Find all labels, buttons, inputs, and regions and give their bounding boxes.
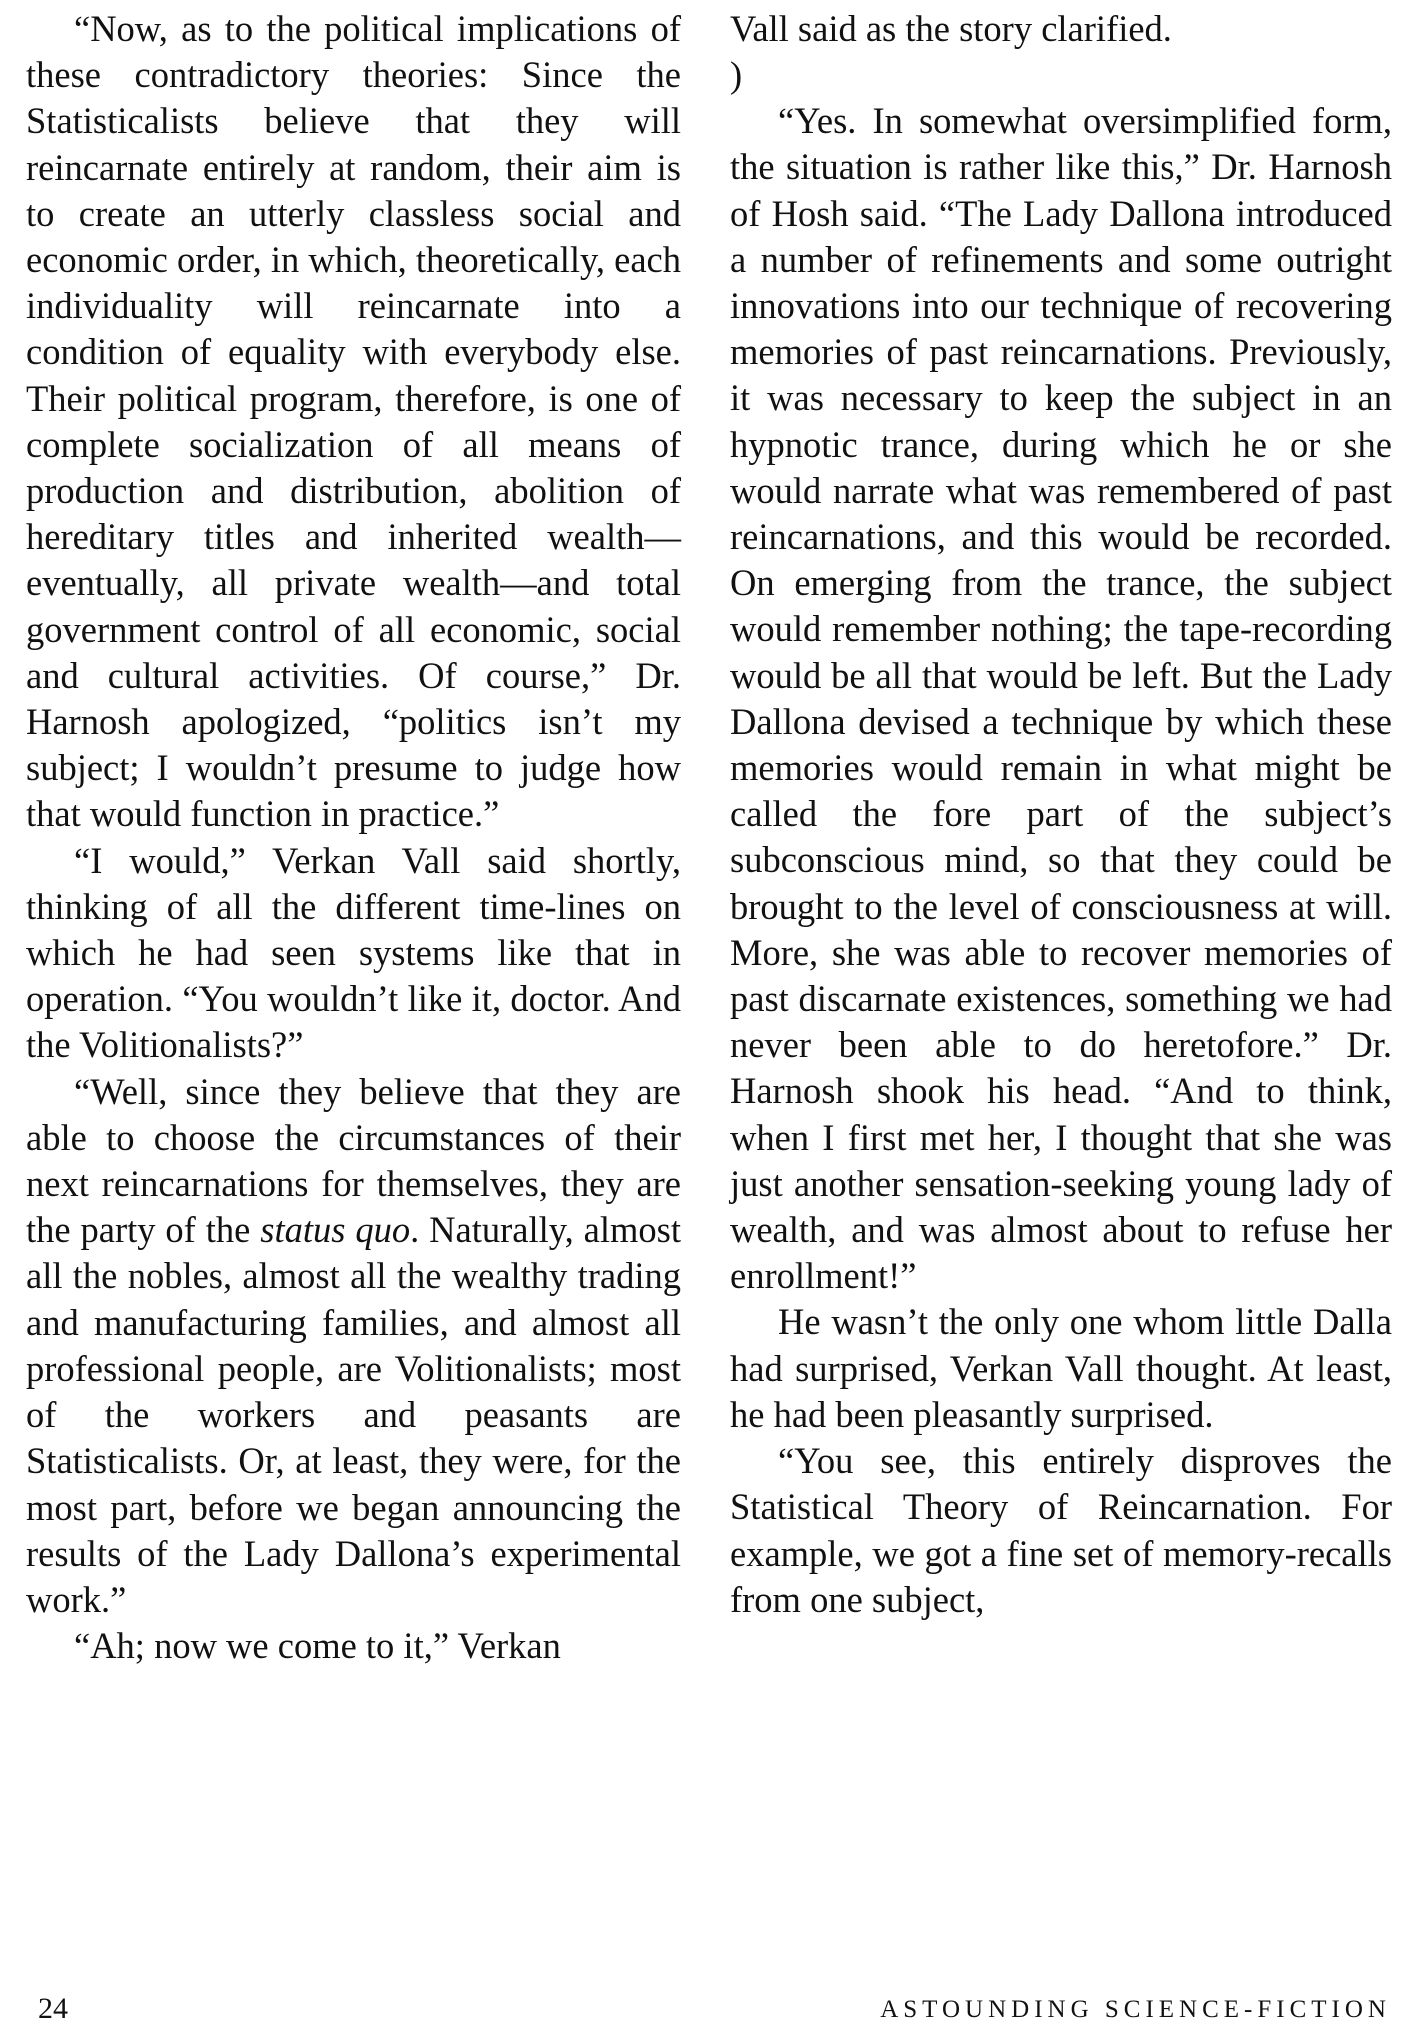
paragraph-verkan-reply: “I would,” Verkan Vall said shortly, thinking of all the different time-lines on which he had seen systems like that in operation. “You wouldn’t like it, doctor. And the Volitionalists?”: [26, 839, 681, 1066]
paragraph-volitionalists: [26, 1069, 681, 1623]
stray-mark: ): [730, 54, 743, 96]
italic-status-quo: status quo: [260, 1209, 411, 1251]
paragraph-political-implications: “Now, as to the political implications of these contradictory theories: Since the Statisticalists believe that they will reincarnate entirely at random, their aim is to create an utterly classless social and economic order, in which, theoretically, each individuality will reincarnate into a condition of equality with everybody else. Their political program, therefore, is one of complete socialization of all means of production and distribution, abolition of hereditary titles and inherited wealth—eventually, all private wealth—and total government control of all economic, social and cultural activities. Of course,” Dr. Harnosh apologized, “politics isn’t my subject; I wouldn’t presume to judge how that would function in practice.”: [26, 8, 681, 835]
paragraph-text: “Well, since they believe that they are able to choose the circumstances of their next reincarnations for themselves, they are the party of the: [26, 1070, 681, 1251]
paragraph-statistical-theory: “You see, this entirely disproves the Statistical Theory of Reincarnation. For example, we got a fine set of memory-recalls from one subject,: [730, 1440, 1392, 1620]
right-column: [730, 6, 1392, 1623]
left-column: [26, 6, 681, 1669]
paragraph-now-we-come-to-it: “Ah; now we come to it,” Verkan: [74, 1625, 561, 1667]
paragraph-oversimplified-form: “Yes. In somewhat oversimplified form, the situation is rather like this,” Dr. Harnosh of Hosh said. “The Lady Dallona introduced a number of refinements and some outright innovations into our technique of recovering memories of past reincarnations. Previously, it was necessary to keep the subject in an hypnotic trance, during which he or she would narrate what was remembered of past reincarnations, and this would be recorded. On emerging from the trance, the subject would remember nothing; the tape-recording would be all that would be left. But the Lady Dallona devised a technique by which these memories would remain in what might be called the fore part of the subject’s subconscious mind, so that they could be brought to the level of consciousness at will. More, she was able to recover memories of past discarnate existences, something we had never been able to do heretofore.” Dr. Harnosh shook his head. “And to think, when I first met her, I thought that she was just another sensation-seeking young lady of wealth, and was almost about to refuse her enrollment!”: [730, 100, 1392, 1297]
page-number: 24: [38, 1992, 68, 2025]
paragraph-text: . Naturally, almost all the nobles, almost all the wealthy trading and manufacturing families, and almost all professional people, are Volitionalists; most of the workers and peasants are Statisticalists. Or, at least, they were, for the most part, before we began announcing the results of the Lady Dallona’s experimental work.”: [26, 1209, 681, 1620]
running-head: ASTOUNDING SCIENCE-FICTION: [880, 1996, 1391, 2023]
paragraph-continuation: Vall said as the story clarified.: [730, 8, 1172, 49]
paragraph-dalla-surprised: He wasn’t the only one whom little Dalla had surprised, Verkan Vall thought. At least, he had been pleasantly surprised.: [730, 1301, 1392, 1435]
page-footer: [0, 1992, 1419, 2032]
